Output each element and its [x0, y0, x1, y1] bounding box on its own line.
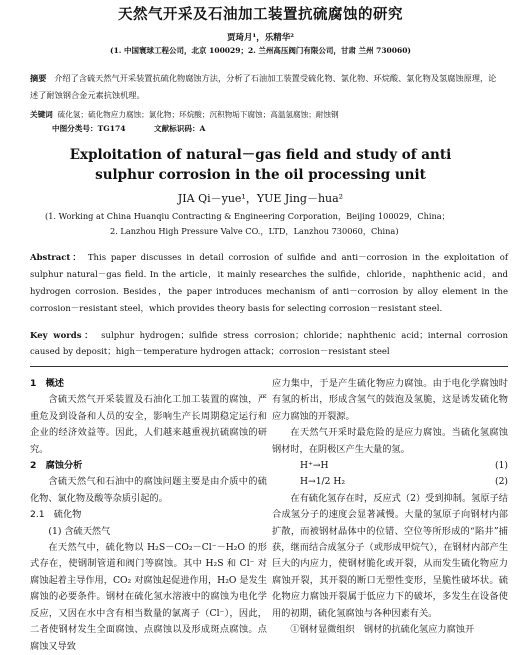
cn-classification — [52, 123, 512, 134]
equation-2-text: H→1/2 H₂ — [300, 476, 346, 488]
en-title-line2: sulphur corrosion in the oil processing unit — [95, 167, 426, 183]
clc-value: TG174 — [97, 124, 126, 133]
section-1-paragraph: 含硫天然气开采装置及石油化工加工装置的腐蚀，严重危及到设备和人员的安全，影响生产长周期稳定运行和企业的经济效益等。因此，人们越来越重视抗硫腐蚀的研究。 — [30, 394, 267, 455]
en-abstract-label: Abstract： — [30, 253, 84, 263]
cn-title: 天然气开采及石油加工装置抗硫腐蚀的研究 — [118, 6, 403, 23]
cn-abstract — [30, 70, 500, 104]
clc-label: 中图分类号： — [52, 124, 98, 133]
en-affiliation-2: 2. Lanzhou High Pressure Valve CO.，LTD，Lanzhou 730060，China) — [110, 226, 399, 236]
en-title — [0, 145, 521, 185]
body-right-column — [272, 376, 508, 639]
cn-authors: 贾琦月¹，乐精华² — [227, 33, 294, 43]
section-2-1-heading: 2.1 硫化物 — [30, 509, 82, 521]
body-left-column — [30, 376, 267, 655]
stress-corrosion-paragraph: 在天然气开采时最危险的是应力腐蚀。当硫化氢腐蚀钢材时，在阴极区产生大量的氢。 — [272, 427, 508, 455]
en-authors: JIA Qi－yue¹，YUE Jing－hua² — [177, 192, 344, 205]
en-title-line1: Exploitation of natural－gas field and study of anti — [69, 147, 452, 163]
doc-code-value: A — [199, 124, 206, 133]
equation-1-text: H⁺→H — [300, 460, 329, 472]
en-affiliation-1: (1. Working at China Huanqiu Contracting & Engineering Corporation，Beijing 100029，China； — [45, 211, 450, 221]
equation-2-number: (2) — [494, 476, 508, 488]
cn-keywords — [30, 107, 505, 123]
en-keywords-label: Key words： — [30, 331, 96, 341]
cn-affiliations: (1. 中国寰球工程公司，北京 100029；2. 兰州高压阀门有限公司，甘肃 兰州 730060) — [110, 46, 411, 55]
section-2-heading: 2 腐蚀分析 — [30, 460, 83, 472]
cn-abstract-text: 介绍了含硫天然气开采装置抗硫化物腐蚀方法，分析了石油加工装置受硫化物、氯化物、环烷酸、氯化物及氢腐蚀原理，论述了耐蚀钢合金元素抗蚀机理。 — [30, 73, 497, 100]
hydrogen-paragraph: 在有硫化氢存在时，反应式（2）受到抑制。氢原子结合成氢分子的速度会显著减慢。大量的氢原子向钢材内部扩散，而被钢材晶体中的位错、空位等所形成的“陷井”捕获，继而结合成氢分子（或形成甲烷气），在钢材内部产生巨大的内应力，使钢材脆化或开裂，从而发生硫化物应力腐蚀开裂，其开裂的断口无塑性变形，呈脆性破坏状。硫化物应力腐蚀开裂属于低应力下的破坏，多发生在设备使用的初期，硫化氢腐蚀与各种因素有关。 — [272, 492, 508, 619]
equation-1-number: (1) — [494, 460, 508, 472]
natural-gas-paragraph: 在天然气中，硫化物以 H₂S－CO₂－Cl⁻－H₂O 的形式存在，使钢制管道和阀门等腐蚀。其中 H₂S 和 Cl⁻ 对腐蚀起着主导作用，CO₂ 对腐蚀起促进作用，H₂O 是发生腐蚀的必要条件。钢材在硫化氢水溶液中的腐蚀为电化学反应，又因在水中含有相当数量的氯离子（Cl⁻），因此，二者使钢材发生全面腐蚀、点腐蚀以及形成斑点腐蚀。点腐蚀又导致 — [30, 542, 267, 652]
section-2-paragraph: 含硫天然气和石油中的腐蚀问题主要是由介质中的硫化物、氯化物及酸等杂质引起的。 — [30, 476, 267, 504]
en-keywords-text: sulphur hydrogen；sulfide stress corrosion；chloride；naphthenic acid；internal corrosion caused by deposit；high－temperature hydrogen attack；corrosion－resistant steel — [30, 331, 509, 357]
equation-2 — [272, 474, 508, 490]
cn-keywords-text: 硫化氢；硫化物应力腐蚀；氯化物；环烷酸；沉积物垢下腐蚀；高温氢腐蚀；耐蚀钢 — [57, 110, 339, 119]
continued-paragraph: 应力集中，于是产生硫化物应力腐蚀。由于电化学腐蚀时有氢的析出，形成含氢气的鼓泡及氢脆，这是诱发硫化物应力腐蚀的开裂源。 — [272, 378, 508, 422]
section-divider — [30, 366, 508, 367]
cn-abstract-label: 摘要 — [30, 73, 47, 83]
en-abstract — [30, 250, 508, 318]
cn-keywords-label: 关键词 — [30, 110, 53, 119]
equation-1 — [272, 458, 508, 474]
en-keywords — [30, 328, 508, 360]
subsection-heading: (1) 含硫天然气 — [48, 525, 111, 537]
en-abstract-text: This paper discusses in detail corrosion of sulfide and anti－corrosion in the exploitation of sulphur natural－gas field. In the article，it mainly researches the sulfide，chloride，naphthenic acid，and hydrogen corrosion. Besides，the paper introduces mechanism of anti－corrosion by alloy element in the corrosion－resistant steel，which provides theory basis for selecting corrosion－resistant steel. — [30, 253, 508, 314]
microstructure-paragraph: ①钢材显微组织 钢材的抗硫化氢应力腐蚀开 — [290, 624, 475, 636]
doc-code-label: 文献标识码： — [153, 124, 200, 133]
section-1-heading: 1 概述 — [30, 378, 64, 389]
